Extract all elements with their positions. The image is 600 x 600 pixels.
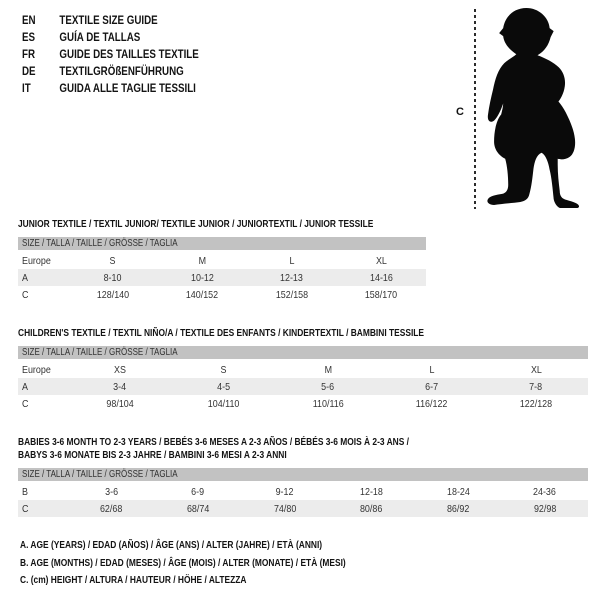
size-value-text: 98/104 xyxy=(106,397,134,410)
size-value-text: 8-10 xyxy=(103,271,122,284)
row-label xyxy=(18,381,68,393)
size-header-bar xyxy=(18,346,588,359)
footnote: B. AGE (MONTHS) / EDAD (MESES) / ÂGE (MOIS) / ALTER (MONATE) / ETÀ (MESI) xyxy=(20,556,346,569)
size-value-text: 6-7 xyxy=(425,380,439,393)
size-value-text: M xyxy=(198,254,206,267)
language-code: IT xyxy=(22,82,31,95)
row-label-text: A xyxy=(22,380,28,393)
size-value xyxy=(158,255,248,267)
size-tables xyxy=(18,218,588,541)
size-value xyxy=(337,289,427,301)
table-row xyxy=(18,269,426,286)
size-value xyxy=(68,486,155,498)
size-table-section xyxy=(18,327,588,412)
row-label xyxy=(18,503,68,515)
size-value-text: 110/116 xyxy=(312,397,344,410)
row-label-text: C xyxy=(22,502,29,515)
size-value xyxy=(172,364,276,376)
language-row xyxy=(22,80,199,97)
size-value xyxy=(276,381,380,393)
size-value xyxy=(337,255,427,267)
size-value-text: 74/80 xyxy=(273,502,296,515)
size-value xyxy=(68,289,158,301)
size-value xyxy=(380,381,484,393)
language-label: GUÍA DE TALLAS xyxy=(59,31,141,44)
table-title-line: BABYS 3-6 MONATE BIS 2-3 JAHRE / BAMBINI 3-6 MESI A 2-3 ANNI xyxy=(18,449,287,461)
language-list xyxy=(22,12,199,97)
size-value-text: S xyxy=(109,254,116,267)
size-header-label: SIZE / TALLA / TAILLE / GRÖSSE / TAGLIA xyxy=(22,347,178,358)
size-value-text: 12-18 xyxy=(359,485,383,498)
language-code: ES xyxy=(22,31,36,44)
table-row xyxy=(18,483,588,500)
size-value-text: 4-5 xyxy=(217,380,231,393)
table-title-line: CHILDREN'S TEXTILE / TEXTIL NIÑO/A / TEXTILE DES ENFANTS / KINDERTEXTIL / BAMBINI TESSILE xyxy=(18,327,425,339)
size-value-text: 152/158 xyxy=(275,288,308,301)
table-row xyxy=(18,378,588,395)
size-value xyxy=(241,486,328,498)
size-value-text: 92/98 xyxy=(533,502,556,515)
language-code: FR xyxy=(22,48,36,61)
size-value xyxy=(68,255,158,267)
size-value xyxy=(155,503,242,515)
size-value xyxy=(501,486,588,498)
size-value xyxy=(484,398,588,410)
height-measure-dashed-line xyxy=(474,9,476,209)
size-value-text: 122/128 xyxy=(519,397,553,410)
size-value xyxy=(276,364,380,376)
size-value xyxy=(241,503,328,515)
row-label xyxy=(18,398,68,410)
size-value-text: 3-6 xyxy=(104,485,118,498)
row-label-text: Europe xyxy=(22,254,51,267)
size-value-text: 104/110 xyxy=(208,397,240,410)
size-value-text: 140/152 xyxy=(186,288,219,301)
size-value xyxy=(68,364,172,376)
row-label xyxy=(18,255,68,267)
size-value xyxy=(247,272,337,284)
language-row xyxy=(22,12,199,29)
size-value xyxy=(337,272,427,284)
size-value xyxy=(172,381,276,393)
size-value-text: 116/122 xyxy=(416,397,448,410)
size-value-text: 14-16 xyxy=(369,271,393,284)
size-table-section xyxy=(18,436,588,517)
height-c-label: C xyxy=(456,106,464,118)
footnotes xyxy=(20,537,427,590)
size-value-text: 6-9 xyxy=(191,485,205,498)
size-value xyxy=(328,503,415,515)
size-value-text: 24-36 xyxy=(533,485,557,498)
language-label: TEXTILGRÖßENFÜHRUNG xyxy=(59,65,184,78)
table-row xyxy=(18,286,426,303)
table-row xyxy=(18,361,588,378)
size-value-text: 86/92 xyxy=(446,502,470,515)
row-label-text: A xyxy=(22,271,28,284)
baby-silhouette xyxy=(486,7,587,208)
row-label-text: C xyxy=(22,288,29,301)
size-value xyxy=(68,398,172,410)
footnote: A. AGE (YEARS) / EDAD (AÑOS) / ÂGE (ANS) / ALTER (JAHRE) / ETÀ (ANNI) xyxy=(20,539,323,551)
size-value xyxy=(415,486,502,498)
size-value xyxy=(68,272,158,284)
row-label xyxy=(18,272,68,284)
size-value xyxy=(158,272,248,284)
size-value xyxy=(155,486,242,498)
row-label xyxy=(18,486,68,498)
size-value-text: 62/68 xyxy=(100,502,123,515)
size-value xyxy=(380,398,484,410)
size-value-text: 3-4 xyxy=(113,380,127,393)
size-table xyxy=(18,237,426,303)
size-value-text: XL xyxy=(375,254,387,267)
table-title-line: BABIES 3-6 MONTH TO 2-3 YEARS / BEBÉS 3-6 MESES A 2-3 AÑOS / BÉBÉS 3-6 MOIS À 2-3 ANS / xyxy=(18,436,410,448)
size-header-bar xyxy=(18,237,426,250)
language-row xyxy=(22,46,199,63)
size-value-text: 68/74 xyxy=(186,502,210,515)
size-value xyxy=(415,503,502,515)
size-value xyxy=(484,364,588,376)
size-value-text: 80/86 xyxy=(360,502,383,515)
size-header-label: SIZE / TALLA / TAILLE / GRÖSSE / TAGLIA xyxy=(22,469,178,480)
size-value xyxy=(484,381,588,393)
row-label xyxy=(18,364,68,376)
size-table-section xyxy=(18,218,588,303)
table-title xyxy=(18,218,474,231)
size-value-text: 10-12 xyxy=(190,271,214,284)
language-row xyxy=(22,29,199,46)
size-value xyxy=(68,381,172,393)
table-row xyxy=(18,500,588,517)
language-label: TEXTILE SIZE GUIDE xyxy=(59,14,158,27)
size-header-bar xyxy=(18,468,588,481)
table-row xyxy=(18,252,426,269)
baby-figure xyxy=(448,4,596,212)
size-value xyxy=(172,398,276,410)
size-value xyxy=(380,364,484,376)
size-value xyxy=(247,289,337,301)
table-title xyxy=(18,436,474,462)
size-table xyxy=(18,468,588,517)
size-value-text: S xyxy=(221,363,227,376)
size-value-text: L xyxy=(289,254,295,267)
row-label xyxy=(18,289,68,301)
size-value xyxy=(276,398,380,410)
language-code: EN xyxy=(22,14,36,27)
size-table xyxy=(18,346,588,412)
size-value xyxy=(68,503,155,515)
size-value-text: 7-8 xyxy=(529,380,543,393)
row-label-text: Europe xyxy=(22,363,51,376)
size-value-text: 18-24 xyxy=(446,485,470,498)
size-value-text: 5-6 xyxy=(321,380,335,393)
size-value xyxy=(158,289,248,301)
size-value-text: 128/140 xyxy=(96,288,129,301)
size-value-text: L xyxy=(429,363,435,376)
size-value-text: 9-12 xyxy=(275,485,294,498)
header-section xyxy=(0,0,600,214)
language-label: GUIDA ALLE TAGLIE TESSILI xyxy=(59,82,196,95)
size-value-text: 12-13 xyxy=(280,271,304,284)
size-value xyxy=(247,255,337,267)
size-value xyxy=(501,503,588,515)
table-title-line: JUNIOR TEXTILE / TEXTIL JUNIOR/ TEXTILE JUNIOR / JUNIORTEXTIL / JUNIOR TESSILE xyxy=(18,218,374,230)
size-value-text: XL xyxy=(530,363,542,376)
footnote: C. (cm) HEIGHT / ALTURA / HAUTEUR / HÖHE / ALTEZZA xyxy=(20,574,247,586)
language-code: DE xyxy=(22,65,36,78)
language-label: GUIDE DES TAILLES TEXTILE xyxy=(59,48,199,61)
size-value xyxy=(328,486,415,498)
size-header-label: SIZE / TALLA / TAILLE / GRÖSSE / TAGLIA xyxy=(22,238,178,249)
row-label-text: B xyxy=(22,485,28,498)
table-row xyxy=(18,395,588,412)
size-value-text: M xyxy=(324,363,332,376)
language-row xyxy=(22,63,199,80)
size-value-text: 158/170 xyxy=(365,288,398,301)
table-title xyxy=(18,327,474,340)
row-label-text: C xyxy=(22,397,29,410)
size-value-text: XS xyxy=(114,363,126,376)
